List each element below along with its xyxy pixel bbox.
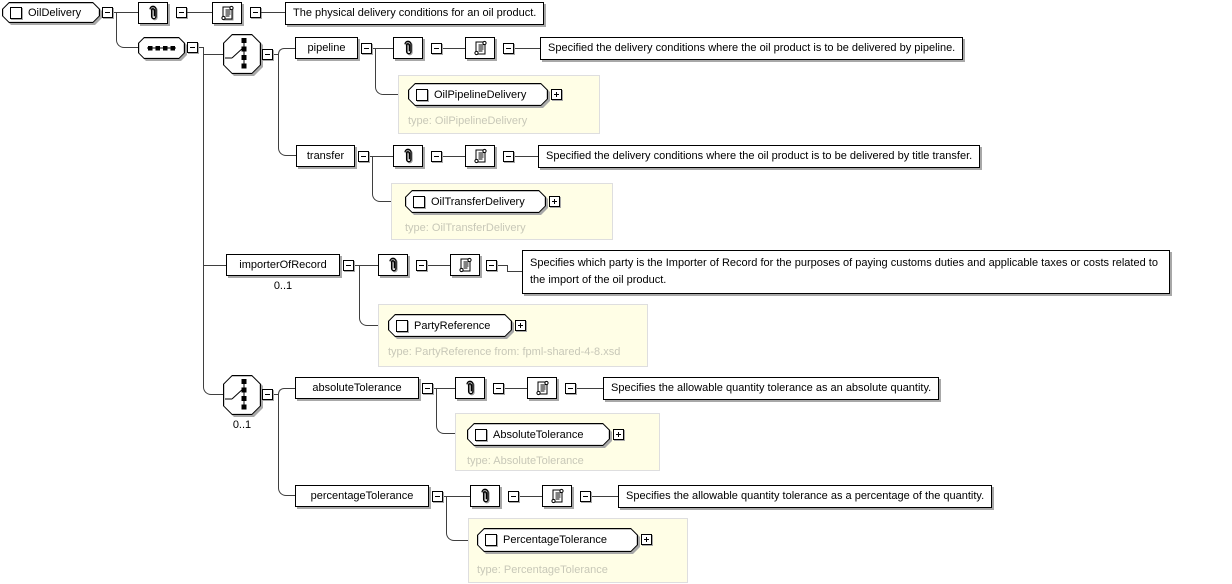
paperclip-icon bbox=[400, 38, 416, 58]
collapse-toggle[interactable] bbox=[486, 260, 497, 271]
element-pipeline[interactable] bbox=[295, 37, 358, 59]
collapse-toggle[interactable] bbox=[503, 43, 514, 54]
connector-line bbox=[517, 496, 542, 497]
connector-line bbox=[359, 265, 378, 326]
type-note: type: OilTransferDelivery bbox=[405, 222, 526, 234]
doc-box: Specified the delivery conditions where the oil product is to be delivered by title transfer. bbox=[538, 145, 980, 168]
annotation-box bbox=[465, 37, 495, 59]
annotation-icon bbox=[471, 38, 489, 58]
annotation-icon bbox=[456, 255, 474, 275]
collapse-toggle[interactable] bbox=[422, 383, 433, 394]
expand-toggle[interactable] bbox=[641, 534, 652, 545]
choice-icon[interactable] bbox=[223, 375, 261, 415]
collapse-toggle[interactable] bbox=[250, 7, 261, 18]
element-importerofrecord[interactable] bbox=[226, 254, 340, 276]
sequence-icon[interactable] bbox=[138, 37, 185, 59]
doc-box: Specified the delivery conditions where the oil product is to be delivered by pipeline. bbox=[540, 37, 963, 60]
element-label: percentageTolerance bbox=[310, 490, 414, 502]
collapse-toggle[interactable] bbox=[361, 43, 372, 54]
annotation-box bbox=[465, 145, 495, 167]
connector-line bbox=[372, 156, 391, 202]
collapse-toggle[interactable] bbox=[432, 491, 443, 502]
collapse-toggle[interactable] bbox=[262, 49, 273, 60]
type-note: type: PartyReference from: fpml-shared-4-8.xsd bbox=[388, 346, 621, 358]
annotation-icon bbox=[471, 146, 489, 166]
collapse-toggle[interactable] bbox=[493, 383, 504, 394]
element-icon bbox=[416, 89, 428, 101]
attributes-box bbox=[455, 377, 485, 399]
connector-line bbox=[278, 54, 296, 156]
expand-toggle[interactable] bbox=[551, 89, 562, 100]
collapse-toggle[interactable] bbox=[580, 491, 591, 502]
type-absolutetolerance[interactable] bbox=[467, 423, 610, 446]
collapse-toggle[interactable] bbox=[102, 7, 113, 18]
connector-line bbox=[261, 12, 285, 13]
type-label: PercentageTolerance bbox=[503, 534, 607, 546]
connector-line bbox=[203, 265, 226, 266]
type-label: OilPipelineDelivery bbox=[434, 88, 527, 101]
element-transfer[interactable] bbox=[296, 145, 355, 167]
collapse-toggle[interactable] bbox=[343, 260, 354, 271]
annotation-icon bbox=[548, 486, 566, 506]
element-label: transfer bbox=[306, 150, 345, 162]
attributes-box bbox=[393, 145, 423, 167]
element-icon bbox=[396, 320, 408, 332]
type-note: type: AbsoluteTolerance bbox=[467, 455, 584, 467]
element-label: absoluteTolerance bbox=[312, 382, 402, 394]
doc-box: Specifies the allowable quantity tolerance as a percentage of the quantity. bbox=[618, 485, 992, 508]
annotation-box bbox=[527, 377, 557, 399]
paperclip-icon bbox=[385, 255, 401, 275]
connector-line bbox=[512, 48, 540, 49]
connector-line bbox=[502, 388, 527, 389]
element-label: OilDelivery bbox=[28, 6, 82, 19]
collapse-toggle[interactable] bbox=[431, 43, 442, 54]
choice-icon[interactable] bbox=[223, 34, 261, 74]
connector-line bbox=[446, 496, 468, 541]
connector-line bbox=[589, 496, 618, 497]
collapse-toggle[interactable] bbox=[565, 383, 576, 394]
collapse-toggle[interactable] bbox=[262, 389, 273, 400]
paperclip-icon bbox=[477, 486, 493, 506]
element-percentagetolerance[interactable] bbox=[295, 485, 429, 507]
element-icon bbox=[413, 196, 425, 208]
cardinality-label: 0..1 bbox=[232, 419, 252, 431]
element-label: pipeline bbox=[307, 42, 346, 54]
annotation-icon bbox=[533, 378, 551, 398]
type-note: type: OilPipelineDelivery bbox=[408, 115, 528, 127]
annotation-icon bbox=[218, 3, 236, 23]
collapse-toggle[interactable] bbox=[416, 260, 427, 271]
connector-line bbox=[574, 388, 603, 389]
element-icon bbox=[10, 7, 22, 19]
doc-box: Specifies which party is the Importer of Record for the purposes of paying customs duties and applicable taxes or costs related to the import of the oil product. bbox=[522, 250, 1170, 294]
connector-line bbox=[440, 48, 465, 49]
annotation-box bbox=[212, 2, 242, 24]
connector-line bbox=[278, 394, 295, 496]
connector-line bbox=[187, 12, 212, 13]
paperclip-icon bbox=[400, 146, 416, 166]
connector-line bbox=[440, 156, 465, 157]
expand-toggle[interactable] bbox=[515, 320, 526, 331]
cardinality-label: 0..1 bbox=[273, 280, 293, 292]
type-oilpipelinedelivery[interactable] bbox=[408, 83, 548, 106]
collapse-toggle[interactable] bbox=[508, 491, 519, 502]
connector-line bbox=[203, 54, 223, 55]
collapse-toggle[interactable] bbox=[176, 7, 187, 18]
type-label: PartyReference bbox=[414, 319, 491, 332]
attributes-box bbox=[138, 2, 168, 24]
doc-box: Specifies the allowable quantity tolerance as an absolute quantity. bbox=[603, 377, 939, 400]
attributes-box bbox=[393, 37, 423, 59]
expand-toggle[interactable] bbox=[613, 429, 624, 440]
type-label: AbsoluteTolerance bbox=[493, 428, 584, 441]
type-note: type: PercentageTolerance bbox=[477, 564, 608, 576]
expand-toggle[interactable] bbox=[549, 196, 560, 207]
type-partyreference[interactable] bbox=[388, 314, 512, 337]
connector-line bbox=[507, 271, 522, 272]
paperclip-icon bbox=[145, 3, 161, 23]
connector-line bbox=[436, 388, 455, 434]
collapse-toggle[interactable] bbox=[187, 42, 198, 53]
type-label: OilTransferDelivery bbox=[431, 195, 525, 208]
doc-box: The physical delivery conditions for an oil product. bbox=[285, 2, 544, 25]
connector-line bbox=[203, 47, 223, 395]
collapse-toggle[interactable] bbox=[503, 151, 514, 162]
attributes-box bbox=[378, 254, 408, 276]
element-label: importerOfRecord bbox=[239, 259, 327, 271]
connector-line bbox=[512, 156, 538, 157]
element-absolutetolerance[interactable] bbox=[295, 377, 419, 399]
type-percentagetolerance[interactable] bbox=[477, 528, 638, 552]
type-oiltransferdelivery[interactable] bbox=[405, 190, 546, 213]
annotation-box bbox=[542, 485, 572, 507]
connector-line bbox=[116, 12, 138, 48]
attributes-box bbox=[470, 485, 500, 507]
annotation-box bbox=[450, 254, 480, 276]
element-oildelivery[interactable] bbox=[2, 2, 100, 23]
collapse-toggle[interactable] bbox=[431, 151, 442, 162]
element-icon bbox=[485, 534, 497, 546]
element-icon bbox=[475, 429, 487, 441]
collapse-toggle[interactable] bbox=[358, 151, 369, 162]
paperclip-icon bbox=[462, 378, 478, 398]
